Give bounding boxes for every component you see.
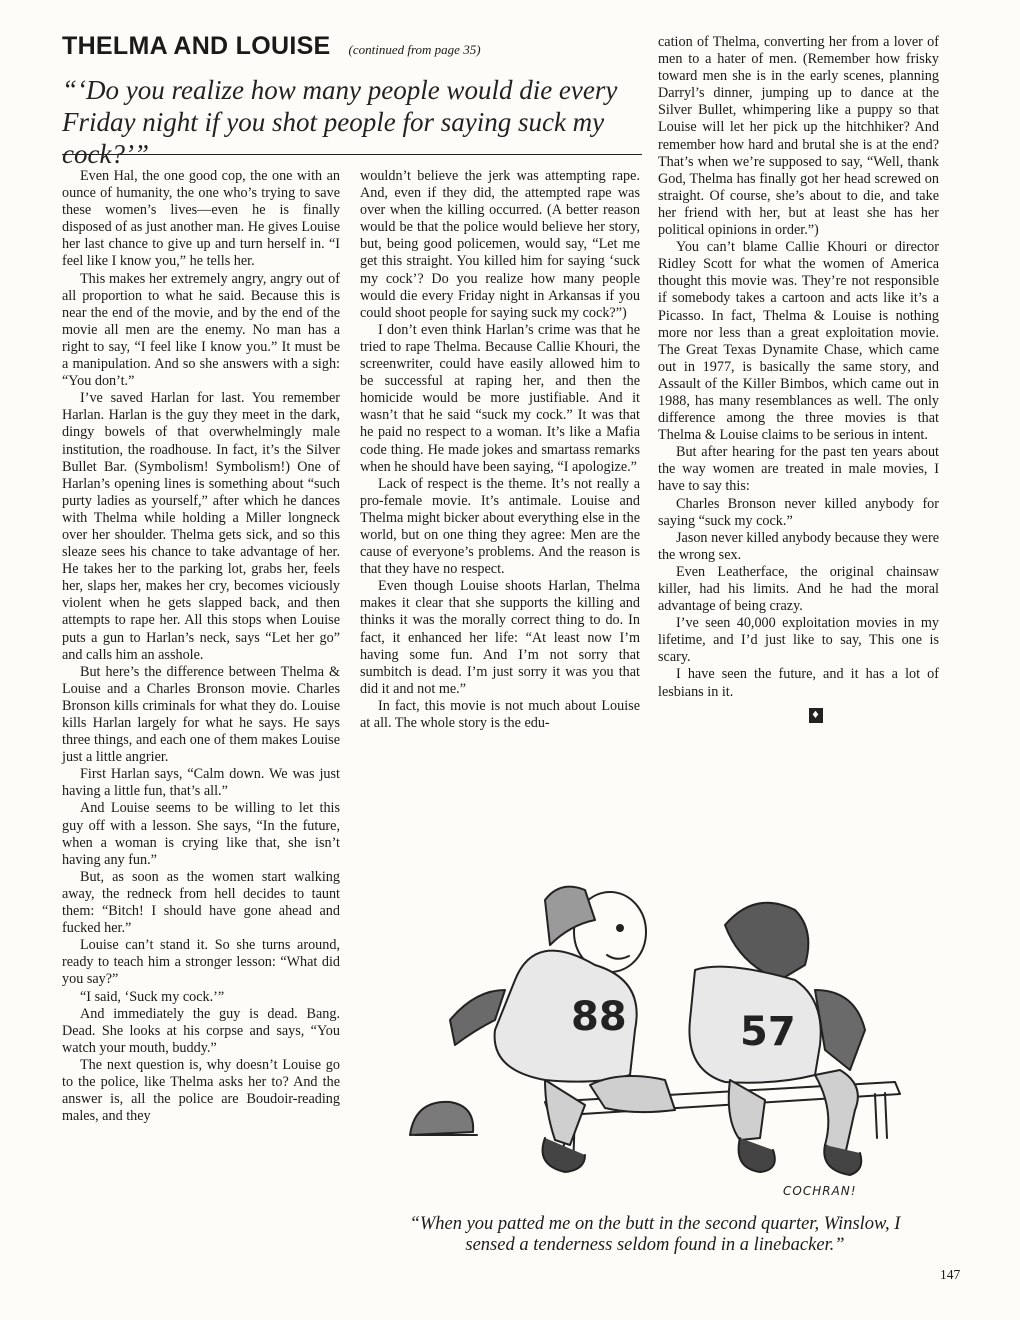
bench-leg [885, 1093, 887, 1138]
paragraph: You can’t blame Callie Khouri or director Ridley Scott for what the women of America thought this movie was. They’re not responsible if somebody takes a cartoon and acts like it’s a Picasso. In fact, Thelma & Louise is nothing more nor less than a great exploitation movie. The Great Texas Dynamite Chase, which came out in 1977, is basically the same story, and Assault of the Killer Bimbos, which came out in 1988, has many resemblances as well. The only difference among the three movies is that Thelma & Louise claims to be serious in intent. [658, 239, 939, 444]
paragraph: cation of Thelma, converting her from a lover of men to a hater of men. (Remember how frisky toward men she is in the early scenes, planning Darryl’s dinner, jumping up to dance at the Silver Bullet, whimpering like a puppy so that Louise will let her pick up the hitchhiker? And remember how hard and brutal she is at the end? That’s when we’re supposed to say, “Well, thank God, Thelma has finally got her head screwed on straight. Of course, she’s about to die, and take her friend with her, but at least she has her political opinions in order.”) [658, 34, 939, 239]
paragraph: Louise can’t stand it. So she turns around, ready to teach him a stronger lesson: “What did you say?” [62, 937, 340, 988]
paragraph: I’ve seen 40,000 exploitation movies in my lifetime, and I’d just like to say, This one is scary. [658, 615, 939, 666]
paragraph: Even though Louise shoots Harlan, Thelma makes it clear that she supports the killing and thinks it was the morally correct thing to do. In fact, it enhanced her life: “At least now I’m having some fun. And I’m not sorry that sumbitch is dead. I’m just sorry it was you that did it and not me.” [360, 578, 640, 697]
paragraph: Even Hal, the one good cop, the one with an ounce of humanity, the one who’s trying to save these women’s lives—even he is finally disposed of as just another man. He gives Louise her last chance to give up and turn herself in. “I feel like I know you,” he tells her. [62, 168, 340, 270]
paragraph: But after hearing for the past ten years about the way women are treated in male movies, I have to say this: [658, 444, 939, 495]
left-jersey-number: 88 [571, 994, 627, 1040]
paragraph: Lack of respect is the theme. It’s not really a pro-female movie. It’s antimale. Louise and Thelma might bicker about everything else in the world, but on one thing they agree: Men are the cause of everyone’s problems. And the reason is that they have no respect. [360, 475, 640, 578]
paragraph: I have seen the future, and it has a lot of lesbians in it. [658, 666, 939, 700]
paragraph: And Louise seems to be willing to let this guy off with a lesson. She says, “In the future, when a woman is crying like that, she isn’t having any fun.” [62, 800, 340, 868]
article-header [62, 32, 642, 64]
right-jersey-number: 57 [740, 1009, 796, 1055]
article-title: THELMA AND LOUISE [62, 32, 331, 60]
paragraph: wouldn’t believe the jerk was attempting rape. And, even if they did, the attempted rape was over when the killing occurred. (A better reason would be that the police would believe her story, but, being good policemen, would say, “Let me get this straight. You killed him for saying ‘suck my cock’? Do you realize how many people would die every Friday night in Arkansas if you could shoot people for saying suck my cock?”) [360, 168, 640, 321]
paragraph: Charles Bronson never killed anybody for saying “suck my cock.” [658, 495, 939, 529]
text-column-2 [360, 168, 640, 732]
paragraph: In fact, this movie is not much about Louise at all. The whole story is the edu- [360, 697, 640, 731]
cartoon-caption: “When you patted me on the butt in the second quarter, Winslow, I sensed a tenderness seldom found in a linebacker.” [409, 1214, 901, 1255]
text-column-1 [62, 168, 340, 1125]
paragraph: The next question is, why doesn’t Louise go to the police, like Thelma asks her to? And the answer is, all the police are Boudoir-reading males, and they [62, 1056, 340, 1125]
paragraph: I don’t even think Harlan’s crime was that he tried to rape Thelma. Because Callie Khouri, the screenwriter, could have easily allowed him to be successful at raping her, and then the homicide would be more justifiable. And it wasn’t that he said “suck my cock.” It was that he paid no respect to a woman. It’s like a Mafia code thing. He made jokes and smartass remarks when he should have been saying, “I apologize.” [360, 321, 640, 475]
paragraph: And immediately the guy is dead. Bang. Dead. She looks at his corpse and says, “You watch your mouth, buddy.” [62, 1005, 340, 1056]
cartoonist-signature: COCHRAN! [783, 1184, 857, 1198]
paragraph: But, as soon as the women start walking away, the redneck from hell decides to taunt them: “Bitch! I should have gone ahead and fucked her.” [62, 868, 340, 937]
end-mark-icon: ♦ [809, 708, 823, 723]
page-number: 147 [940, 1267, 961, 1282]
paragraph: “I said, ‘Suck my cock.’” [80, 988, 225, 1005]
bench-leg [875, 1094, 877, 1138]
continued-note: (continued from page 35) [348, 42, 481, 57]
football-cartoon [395, 870, 925, 1200]
paragraph: Jason never killed anybody because they were the wrong sex. [658, 529, 939, 563]
paragraph: I’ve saved Harlan for last. You remember Harlan. Harlan is the guy they meet in the dark, dingy bowels of that overwhelmingly male institution, the roadhouse. In fact, it’s the Silver Bullet Bar. (Symbolism! Symbolism!) One of Harlan’s opening lines is something about “such purty ladies as yourself,” after which he dances with Thelma while holding a Miller longneck over her shoulder. Thelma gets sick, and so this sleaze sees his chance to take advantage of her. He takes her to the parking lot, grabs her, feels her, slaps her, makes her cry, becomes viciously violent when he gets slapped back, and then attempts to rape her. All this stops when Louise puts a gun to Harlan’s neck, says “Let her go” and calls him an asshole. [62, 390, 340, 663]
paragraph: First Harlan says, “Calm down. We was just having a little fun, that’s all.” [62, 766, 340, 800]
pull-quote: “‘Do you realize how many people would die every Friday night if you shot people for saying suck my cock?’” [62, 75, 618, 169]
header-rule [62, 154, 642, 155]
paragraph: But here’s the difference between Thelma & Louise and a Charles Bronson movie. Charles Bronson kills criminals for what they do. Louise kills Harlan largely for what he says. He says three things, and each one of them makes Louise just a little angrier. [62, 663, 340, 766]
text-column-3 [658, 34, 939, 724]
paragraph: Even Leatherface, the original chainsaw killer, had his limits. And he had the moral advantage of being crazy. [658, 563, 939, 615]
helmet [410, 1102, 473, 1135]
paragraph: This makes her extremely angry, angry out of all proportion to what he said. Because this is near the end of the movie, and by the end of the movie all men are the enemy. No man has a right to say, “I feel like I know you.” It must be a manipulation. And so she answers with a sigh: “You don’t.” [62, 270, 340, 390]
